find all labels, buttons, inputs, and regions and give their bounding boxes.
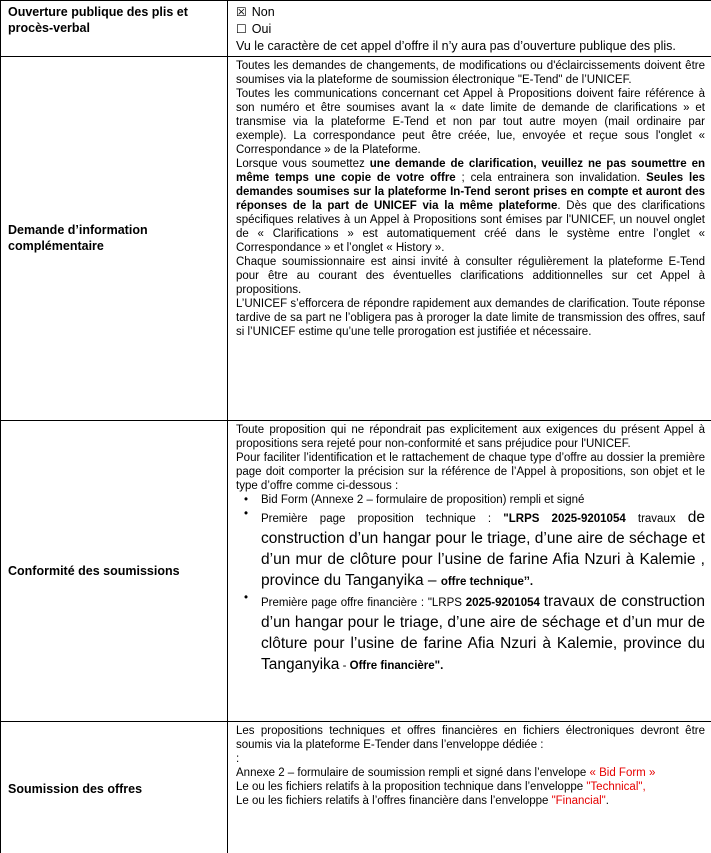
text-run: Bid Form (Annexe 2 – formulaire de proposition) rempli et signé: [261, 494, 585, 507]
table-row: [1, 421, 711, 722]
text-run: "Financial": [551, 795, 606, 808]
text-run: Première page proposition technique :: [261, 513, 504, 526]
text-run: « Bid Form »: [589, 767, 656, 780]
text-block: [236, 59, 705, 87]
checkbox-label: Oui: [251, 21, 272, 36]
text-run: 2025-9201054: [465, 597, 540, 610]
text-run: :: [236, 753, 240, 766]
row-label: Soumission des offres: [8, 781, 143, 796]
text-block: [236, 451, 705, 493]
row-label-cell-demande-information: [1, 57, 228, 421]
row-label: Conformité des soumissions: [8, 563, 180, 578]
text-run: . Dès que des clarifications spécifiques relatives à un Appel à Propositions sont émises par l'UNICEF, un nouvel onglet de « Clarifications » est automatiquement créé dans le système entre l’onglet « Correspondance » et l’onglet « History ».: [236, 200, 705, 255]
text-run: une demande de clarification, veuillez ne pas soumettre en même temps une copie de votre offre: [236, 158, 705, 185]
text-block: [236, 794, 705, 808]
text-run: Seules les demandes soumises sur la plateforme In-Tend seront prises en compte et auront des réponses de la part de UNICEF via la même plateforme: [236, 172, 705, 213]
text-block: [236, 507, 705, 591]
text-run: de construction d’un hangar pour le triage, d’une aire de séchage et d’un mur de clôture pour l’usine de farine Afia Nzuri à Kalemie , province du Tanganyika –: [261, 509, 705, 590]
text-block: [236, 87, 705, 157]
text-run: ; cela entrainera son invalidation.: [455, 172, 647, 185]
text-block: [236, 423, 705, 451]
text-run: Première page offre financière : "LRPS: [261, 597, 466, 610]
text-run: -: [339, 660, 350, 673]
text-run: Les propositions techniques et offres financières en fichiers électroniques devront être soumis via la plateforme E-Tender dans l’enveloppe dédiée :: [236, 725, 705, 752]
checkbox-option-non: [236, 4, 705, 21]
text-run: Offre financière".: [349, 660, 444, 673]
checkbox-option-oui: [236, 21, 705, 38]
row-label-cell-conformite-soumissions: [1, 421, 228, 722]
checkbox-checked-icon: ☒: [236, 5, 247, 19]
row-content-cell-ouverture-plis: [228, 1, 711, 57]
row-label-cell-ouverture-plis: [1, 1, 228, 57]
text-block: [236, 255, 705, 297]
text-block: [236, 766, 705, 780]
text-run: Annexe 2 – formulaire de soumission rempli et signé dans l’envelope: [236, 767, 590, 780]
text-block: [236, 724, 705, 752]
row-label: Demande d’information complémentaire: [8, 223, 148, 253]
table-body: [1, 1, 711, 853]
text-run: Toute proposition qui ne répondrait pas explicitement aux exigences du présent Appel à propositions sera rejeté pour non-conformité et sans préjudice pour l'UNICEF.: [236, 424, 705, 451]
text-run: offre technique’’.: [440, 576, 534, 589]
text-run: "Technical",: [586, 781, 646, 794]
text-block: [236, 493, 705, 507]
text-block: [236, 752, 705, 766]
row-content-cell-demande-information: [228, 57, 711, 421]
text-run: .: [605, 795, 609, 808]
row-label-cell-soumission-offres: [1, 722, 228, 853]
table-row: [1, 57, 711, 421]
text-run: Chaque soumissionnaire est ainsi invité à consulter régulièrement la plateforme E-Tend pour être au courant des éventuelles clarifications additionnelles sur cet Appel à propositions.: [236, 256, 705, 297]
row-content-cell-soumission-offres: [228, 722, 711, 853]
text-run: Pour faciliter l’identification et le rattachement de chaque type d’offre au dossier la première page doit comporter la précision sur la référence de l’Appel à propositions, son objet et le type d’offre comme ci-dessous :: [236, 452, 705, 493]
text-run: Lorsque vous soumettez: [236, 158, 370, 171]
text-run: Vu le caractère de cet appel d’offre il n’y aura pas d’ouverture publique des plis.: [236, 38, 676, 53]
bullet-icon: •: [244, 494, 249, 507]
text-block: [236, 157, 705, 255]
text-run: Toutes les demandes de changements, de modifications ou d'éclaircissements doivent être soumises via la plateforme de soumission électronique "E-Tend" de l’UNICEF.: [236, 60, 705, 87]
bullet-icon: •: [244, 508, 249, 521]
row-content-cell-conformite-soumissions: [228, 421, 711, 722]
text-run: travaux: [625, 513, 688, 526]
bullet-icon: •: [244, 592, 249, 605]
text-run: Le ou les fichiers relatifs à l’offres financière dans l’enveloppe: [236, 795, 552, 808]
text-run: travaux de construction d’un hangar pour le triage, d’une aire de séchage et d’un mur de clôture pour l’usine de farine Afia Nzuri à Kalemie, province du Tanganyika: [261, 593, 705, 674]
text-block: [236, 38, 705, 55]
table-row: [1, 722, 711, 853]
text-run: "LRPS 2025-9201054: [503, 513, 626, 526]
checkbox-unchecked-icon: ☐: [236, 21, 247, 36]
row-label: Ouverture publique des plis et procès-verbal: [8, 5, 188, 35]
text-block: [236, 297, 705, 339]
text-block: [236, 591, 705, 675]
text-block: [236, 780, 705, 794]
table-row: [1, 1, 711, 57]
text-run: L’UNICEF s’efforcera de répondre rapidement aux demandes de clarification. Toute réponse tardive de sa part ne l’obligera pas à proroger la date limite de transmission des offres, sauf si l’UNICEF estime qu’une telle prorogation est justifiée et nécessaire.: [236, 298, 705, 339]
text-run: Le ou les fichiers relatifs à la proposition technique dans l’enveloppe: [236, 781, 587, 794]
text-run: Toutes les communications concernant cet Appel à Propositions doivent faire référence à son numéro et être soumises avant la « date limite de demande de clarifications » et transmise via la plateforme E-Tend et non par tout autre moyen (mail ordinaire par exemple). La correspondance peut être créée, lue, envoyée et reçue sous l'onglet « Correspondance » de la Plateforme.: [236, 88, 705, 157]
checkbox-label: Non: [251, 5, 275, 19]
